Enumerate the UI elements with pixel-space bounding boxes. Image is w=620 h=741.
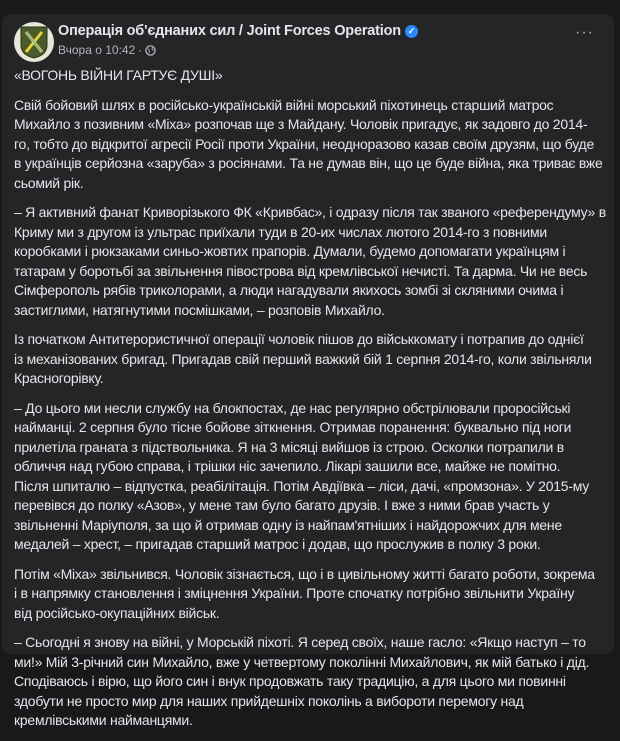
text-line: від російсько-окупаційних військ. xyxy=(14,604,220,621)
text-line: сьомий рік. xyxy=(14,174,84,191)
text-line: медалей – хрест, – пригадав старший матрос і додав, що прослужив в полку 3 роки. xyxy=(14,536,541,552)
text-line: здобути не просто мир для наших прийдешніх поколінь а вибороти перемогу над xyxy=(14,692,524,709)
post-headline xyxy=(14,66,610,86)
text-line: Михайло з позивним «Міха» розпочав ще з Майдану. Чоловік пригадує, як задовго до 2014- xyxy=(14,116,588,132)
text-line: – Сьогодні я знову на війні, у Морській піхоті. Я серед своїх, наше гасло: «Якщо наступ – то xyxy=(14,634,586,650)
text-line: в українців серйозна «заруба» з росіянами. Та не думав він, що це буде війна, яка триває вже xyxy=(14,155,603,171)
text-line: і в напрямку становлення і зміцнення України. Проте спочатку потрібно звільнити Україну xyxy=(14,585,575,601)
text-line: кремлівськими найманцями. xyxy=(14,712,193,728)
post-paragraph xyxy=(14,96,610,194)
post-paragraph xyxy=(14,399,610,555)
text-line: го, тобто до відкритої агресії Росії проти України, неодноразово казав своїм друзям, що буде xyxy=(14,135,594,152)
text-line: Сімферополь рябів триколорами, а люди нагадували якихось зомбі зі скляними очима і xyxy=(14,282,564,298)
globe-icon xyxy=(145,45,156,56)
more-options-button[interactable]: ··· xyxy=(575,24,594,41)
text-line: обличчя над губою справа, і трішки ніс зачепило. Лікарі зашили все, майже не помітно. xyxy=(14,458,561,474)
page-name[interactable]: Операція об'єднаних сил / Joint Forces Operation xyxy=(58,23,401,39)
post-card xyxy=(2,14,614,728)
text-line: татарам у боротьбі за звільнення півострова від кремлівської нечисті. Та дарма. Чи не весь xyxy=(14,262,588,279)
page-avatar[interactable] xyxy=(14,22,54,62)
text-line: Потім «Міха» звільнився. Чоловік зізнається, що і в цивільному житті багато роботи, зокрема xyxy=(14,565,595,582)
post-paragraph xyxy=(14,203,610,320)
text-line: Свій бойовий шлях в російсько-українській війні морський піхотинець старший матрос xyxy=(14,96,554,113)
shield-logo-icon xyxy=(19,25,49,59)
text-line: ми!» Мій 3-річний син Михайло, вже у четвертому поколінні Михайлович, як мій батько і дід. xyxy=(14,653,590,670)
post-meta xyxy=(58,43,156,57)
text-line: Після шпиталю – відпустка, реабілітація. Потім Авдіївка – ліси, дачі, «промзона». У 2015-му xyxy=(14,477,590,494)
text-line: перевівся до полку «Азов», у мене там було багато друзів. І вже з ними брав участь у xyxy=(14,497,550,513)
text-line: Сподіваюсь і вірю, що його син і внук продовжать таку традицію, а для цього ми повинні xyxy=(14,673,566,689)
text-line: прилетіла граната з підствольника. Я на 3 місяці вийшов із строю. Осколки потрапили в xyxy=(14,438,564,455)
text-line: «ВОГОНЬ ВІЙНИ ГАРТУЄ ДУШІ» xyxy=(14,67,223,83)
text-line: звільненні Маріуполя, за що й отримав одну із найпам'ятніших і найдорожчих для мене xyxy=(14,516,562,533)
text-line: – Я активний фанат Криворізького ФК «Кривбас», і одразу після так званого «референдуму» в xyxy=(14,204,606,220)
page-name-link[interactable] xyxy=(58,23,418,39)
text-line: із механізованих бригад. Пригадав свій перший важкий бій 1 серпня 2014-го, коли звільняли xyxy=(14,350,592,367)
text-line: – До цього ми несли службу на блокпостах, де нас регулярно обстрілювали проросійські xyxy=(14,399,571,416)
post-paragraph xyxy=(14,330,610,389)
post-text xyxy=(14,66,610,741)
text-line: Красногорівку. xyxy=(14,370,104,386)
verified-badge-icon: ✓ xyxy=(405,25,418,38)
text-line: Із початком Антитерористичної операції чоловік пішов до військкомату і потрапив до однієї xyxy=(14,331,584,347)
text-line: найманці. 2 серпня було тісне бойове зіткнення. Отримав поранення: буквально під ноги xyxy=(14,419,572,435)
text-line: застиглими, натягнутими посмішками, – розповів Михайло. xyxy=(14,301,385,318)
text-line: Криму ми з другом із ультрас приїхали туди в 20-их числах лютого 2014-го з повними xyxy=(14,223,547,240)
post-paragraph xyxy=(14,565,610,624)
post-timestamp[interactable]: Вчора о 10:42 xyxy=(58,43,136,57)
meta-separator: · xyxy=(138,43,143,57)
post-paragraph xyxy=(14,633,610,731)
text-line: коробками і рюкзаками синьо-жовтих прапорів. Думали, будемо допомагати українцям і xyxy=(14,243,566,259)
